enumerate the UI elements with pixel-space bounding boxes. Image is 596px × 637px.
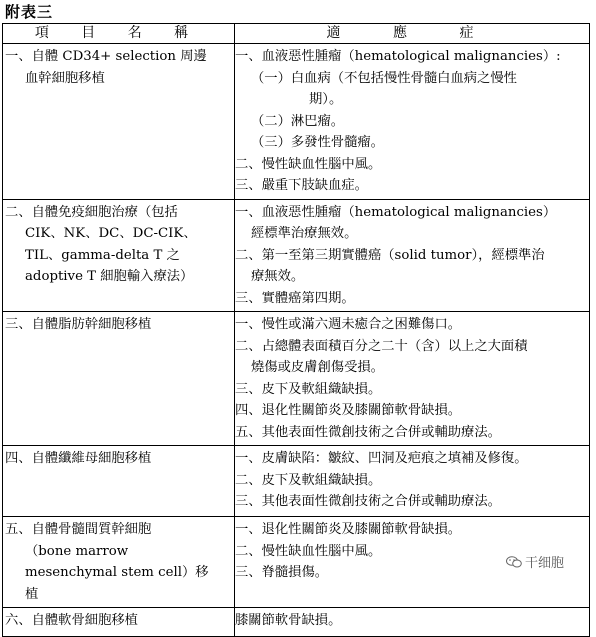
item-line: 三、自體脂肪幹細胞移植 bbox=[5, 317, 152, 332]
item-cell bbox=[3, 44, 235, 200]
table-header-row bbox=[3, 24, 590, 44]
indication-line: 五、其他表面性微創技術之合併或輔助療法。 bbox=[235, 424, 501, 440]
indication-cell bbox=[235, 44, 590, 200]
indication-line: 三、皮下及軟組織缺損。 bbox=[235, 381, 382, 397]
item-cell bbox=[3, 517, 235, 608]
indication-line: 二、慢性缺血性腦中風。 bbox=[235, 156, 382, 172]
item-line: TIL、gamma-delta T 之 bbox=[25, 247, 180, 263]
item-line: adoptive T 細胞輸入療法） bbox=[25, 269, 194, 284]
item-line: mesenchymal stem cell）移 bbox=[25, 565, 209, 580]
indication-cell bbox=[235, 446, 590, 517]
item-line: CIK、NK、DC、DC-CIK、 bbox=[25, 226, 197, 241]
indication-line: （一）白血病（不包括慢性骨髓白血病之慢性 bbox=[251, 70, 517, 86]
table-row bbox=[3, 517, 590, 608]
item-line: 血幹細胞移植 bbox=[25, 70, 105, 86]
indication-line: 膝關節軟骨缺損。 bbox=[235, 613, 342, 628]
indication-line: 二、占總體表面積百分之二十（含）以上之大面積 bbox=[235, 338, 528, 354]
indication-line: 療無效。 bbox=[251, 269, 305, 284]
indication-line: 二、慢性缺血性腦中風。 bbox=[235, 543, 382, 559]
indication-cell bbox=[235, 312, 590, 446]
item-cell bbox=[3, 446, 235, 517]
item-cell bbox=[3, 608, 235, 637]
indication-line: 三、脊髓損傷。 bbox=[235, 565, 329, 580]
page-title: 附表三 bbox=[5, 3, 54, 21]
indication-cell bbox=[235, 608, 590, 637]
item-line: 植 bbox=[25, 586, 39, 602]
indication-line: 一、血液惡性腫瘤（hematological malignancies） bbox=[235, 204, 557, 220]
item-cell bbox=[3, 312, 235, 446]
indication-line: 一、皮膚缺陷：皺紋、凹洞及疤痕之填補及修復。 bbox=[235, 451, 528, 466]
watermark bbox=[506, 552, 564, 571]
item-line: 四、自體纖維母細胞移植 bbox=[5, 451, 152, 466]
table-row bbox=[3, 446, 590, 517]
item-line: 五、自體骨髓間質幹細胞 bbox=[5, 522, 152, 537]
item-line: 六、自體軟骨細胞移植 bbox=[5, 613, 138, 628]
indication-line: 經標準治療無效。 bbox=[251, 226, 358, 241]
indication-line: （三）多發性骨髓瘤。 bbox=[251, 135, 384, 150]
indication-line: 二、皮下及軟組織缺損。 bbox=[235, 472, 382, 488]
table-row bbox=[3, 44, 590, 200]
item-line: （bone marrow bbox=[25, 543, 129, 559]
watermark-text: 干细胞 bbox=[525, 556, 565, 571]
item-line: 一、自體 CD34+ selection 周邊 bbox=[5, 49, 207, 64]
indication-line: （二）淋巴瘤。 bbox=[251, 113, 345, 129]
header-indication: 適 應 症 bbox=[235, 24, 590, 44]
indication-line: 四、退化性關節炎及膝關節軟骨缺損。 bbox=[235, 403, 462, 418]
table-row bbox=[3, 608, 590, 637]
indication-line: 一、退化性關節炎及膝關節軟骨缺損。 bbox=[235, 522, 462, 537]
indication-cell bbox=[235, 199, 590, 312]
indication-line: 期）。 bbox=[309, 92, 343, 107]
indication-table bbox=[2, 23, 590, 637]
table-row bbox=[3, 312, 590, 446]
indication-line: 三、實體癌第四期。 bbox=[235, 290, 355, 306]
indication-line: 三、其他表面性微創技術之合併或輔助療法。 bbox=[235, 494, 501, 509]
indication-line: 一、血液惡性腫瘤（hematological malignancies）: bbox=[235, 49, 561, 64]
item-cell bbox=[3, 199, 235, 312]
table-row bbox=[3, 199, 590, 312]
indication-line: 二、第一至第三期實體癌（solid tumor），經標準治 bbox=[235, 247, 545, 263]
item-line: 二、自體免疫細胞治療（包括 bbox=[5, 204, 178, 220]
header-item-name: 項 目 名 稱 bbox=[3, 24, 235, 44]
wechat-icon bbox=[506, 556, 522, 568]
indication-line: 三、嚴重下肢缺血症。 bbox=[235, 178, 368, 193]
indication-line: 一、慢性或滿六週未癒合之困難傷口。 bbox=[235, 317, 462, 332]
indication-line: 燒傷或皮膚創傷受損。 bbox=[251, 360, 384, 375]
